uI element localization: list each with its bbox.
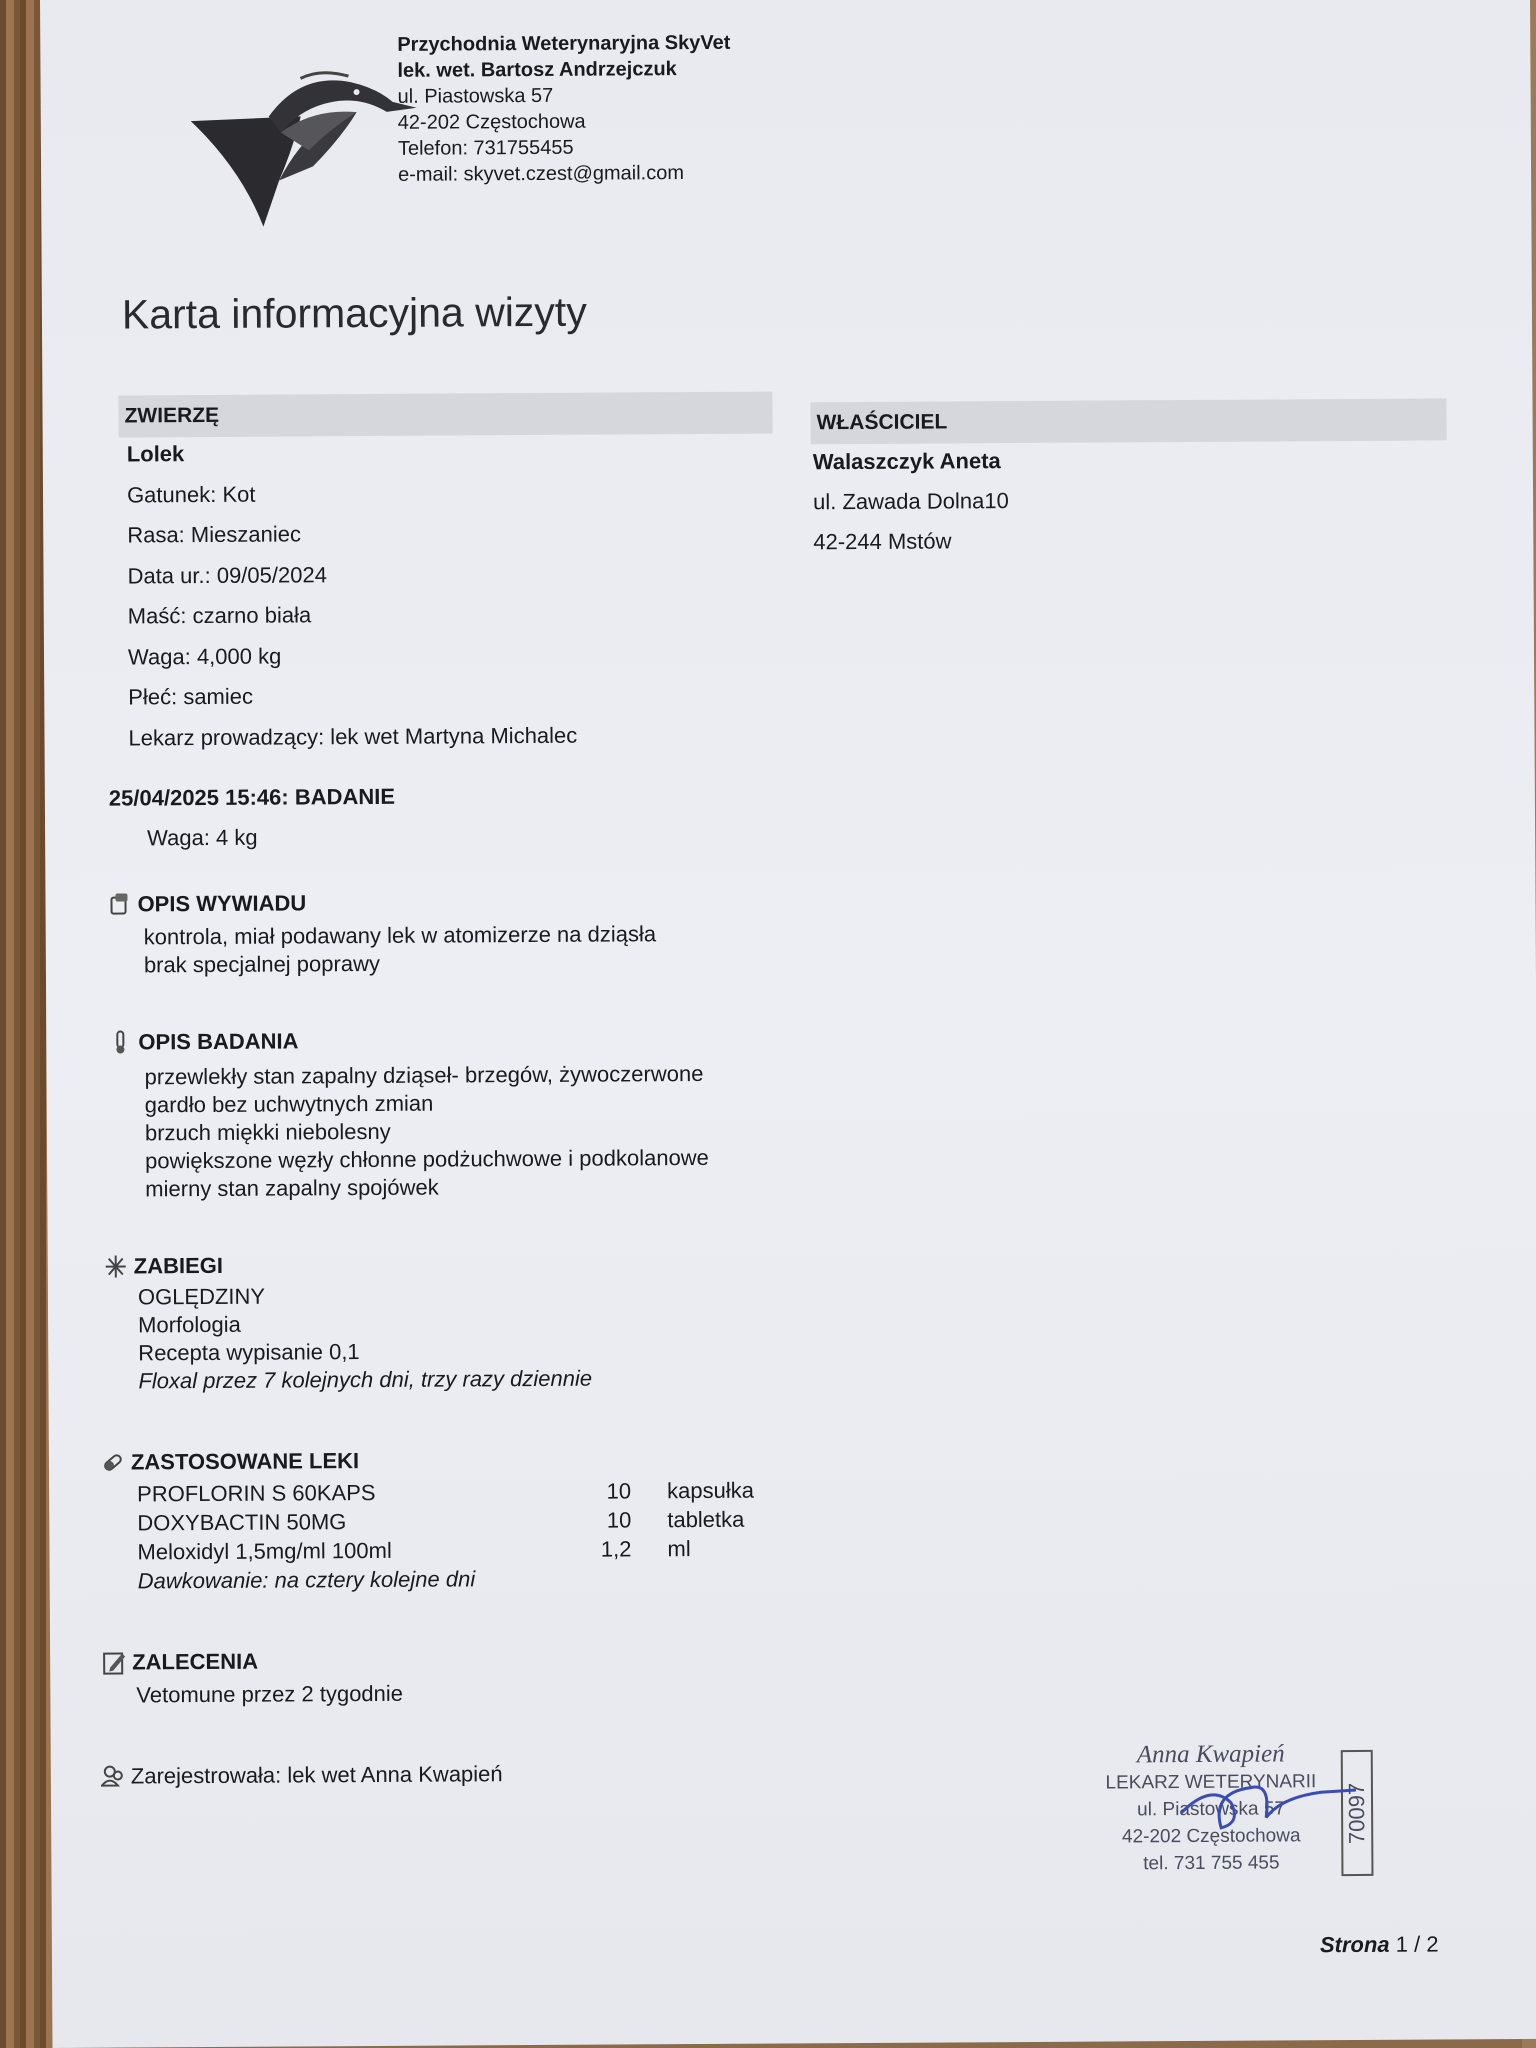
recommendations-title: ZALECENIA xyxy=(132,1648,259,1675)
clinic-city: 42-202 Częstochowa xyxy=(397,110,586,134)
clinic-street: ul. Piastowska 57 xyxy=(397,84,554,108)
owner-section-header: WŁAŚCICIEL xyxy=(810,398,1446,444)
interview-line: brak specjalnej poprawy xyxy=(143,950,380,978)
animal-details xyxy=(127,432,578,759)
med-name: DOXYBACTIN 50MG xyxy=(137,1509,347,1536)
med-unit: kapsułka xyxy=(667,1477,755,1504)
medications-table xyxy=(137,1476,755,1596)
visit-header: 25/04/2025 15:46: BADANIE xyxy=(108,783,396,811)
table-row xyxy=(137,1505,754,1538)
examination-section xyxy=(108,1026,709,1204)
procedure-note: Floxal przez 7 kolejnych dni, trzy razy dziennie xyxy=(138,1365,593,1394)
notes-icon xyxy=(107,891,131,917)
owner-name: Walaszczyk Aneta xyxy=(812,448,1001,475)
procedures-title: ZABIEGI xyxy=(133,1252,224,1279)
stamp-phone: tel. 731 755 455 xyxy=(1143,1852,1280,1875)
page-label: Strona xyxy=(1319,1931,1390,1958)
med-name: PROFLORIN S 60KAPS xyxy=(137,1479,376,1507)
table-row xyxy=(138,1563,755,1596)
clinic-email: e-mail: skyvet.czest@gmail.com xyxy=(398,162,685,186)
med-qty: 1,2 xyxy=(600,1536,632,1562)
med-qty: 10 xyxy=(606,1478,632,1504)
procedure-line: Morfologia xyxy=(138,1311,241,1338)
clinic-phone: Telefon: 731755455 xyxy=(397,136,574,160)
owner-street: ul. Zawada Dolna10 xyxy=(813,488,1009,515)
interview-section xyxy=(107,888,656,979)
animal-birth-date: Data ur.: 09/05/2024 xyxy=(127,561,327,588)
examination-title: OPIS BADANIA xyxy=(138,1028,299,1055)
pencil-edit-icon xyxy=(102,1650,126,1676)
registered-by-text: Zarejestrowała: lek wet Anna Kwapień xyxy=(130,1761,503,1789)
pill-icon xyxy=(101,1450,125,1476)
procedure-line: OGLĘDZINY xyxy=(137,1283,266,1310)
animal-breed: Rasa: Mieszaniec xyxy=(127,521,301,548)
stamp-city: 42-202 Częstochowa xyxy=(1121,1825,1301,1848)
owner-details xyxy=(813,441,1009,562)
registered-by xyxy=(101,1761,503,1789)
document-title: Karta informacyjna wizyty xyxy=(121,288,587,338)
interview-line: kontrola, miał podawany lek w atomizerze na dziąsła xyxy=(143,921,657,950)
examination-line: brzuch miękki niebolesny xyxy=(144,1118,391,1146)
document-page xyxy=(40,0,1536,2048)
examination-line: gardło bez uchwytnych zmian xyxy=(144,1090,434,1118)
table-row xyxy=(137,1476,754,1509)
stamp-signature-name: Anna Kwapień xyxy=(1136,1740,1285,1769)
clinic-name: Przychodnia Weterynaryjna SkyVet xyxy=(397,31,731,56)
med-name: Meloxidyl 1,5mg/ml 100ml xyxy=(137,1537,392,1565)
page-value: 1 / 2 xyxy=(1395,1931,1439,1957)
examination-line: powiększone węzły chłonne podżuchwowe i podkolanowe xyxy=(145,1144,709,1174)
recommendations-text: Vetomune przez 2 tygodnie xyxy=(136,1680,404,1708)
medications-note: Dawkowanie: na cztery kolejne dni xyxy=(137,1566,476,1594)
stamp-license-number: 70097 xyxy=(1341,1750,1374,1876)
medications-section xyxy=(101,1446,755,1596)
stamp-street: ul. Piastowska 57 xyxy=(1137,1798,1286,1821)
interview-title: OPIS WYWIADU xyxy=(137,890,307,917)
users-icon xyxy=(101,1764,125,1790)
med-unit: tabletka xyxy=(667,1506,745,1533)
clinic-doctor: lek. wet. Bartosz Andrzejczuk xyxy=(397,58,677,82)
procedure-line: Recepta wypisanie 0,1 xyxy=(138,1339,360,1366)
medications-title: ZASTOSOWANE LEKI xyxy=(130,1448,360,1475)
examination-line: przewlekły stan zapalny dziąseł- brzegów, żywoczerwone xyxy=(144,1060,704,1090)
stamp-title: LEKARZ WETERYNARII xyxy=(1105,1771,1317,1794)
examination-line: mierny stan zapalny spojówek xyxy=(145,1174,439,1202)
visit-weight: Waga: 4 kg xyxy=(147,824,258,851)
clinic-header xyxy=(397,30,731,188)
med-qty: 10 xyxy=(606,1507,632,1533)
thermometer-icon xyxy=(108,1029,132,1055)
med-unit: ml xyxy=(667,1536,691,1562)
clinic-logo-bird-icon xyxy=(180,68,421,249)
recommendations-section xyxy=(102,1648,403,1710)
attending-vet: Lekarz prowadzący: lek wet Martyna Michalec xyxy=(128,722,578,750)
animal-color: Maść: czarno biała xyxy=(127,602,312,629)
animal-weight: Waga: 4,000 kg xyxy=(127,643,282,669)
procedures-section xyxy=(104,1251,593,1396)
animal-name: Lolek xyxy=(126,441,185,467)
table-row xyxy=(137,1534,754,1567)
page-number xyxy=(1320,1931,1439,1958)
animal-section-header: ZWIERZĘ xyxy=(118,392,772,438)
handwritten-signature xyxy=(1171,1762,1361,1843)
animal-sex: Płeć: samiec xyxy=(128,683,254,710)
owner-city: 42-244 Mstów xyxy=(813,528,952,555)
snowflake-icon xyxy=(104,1253,128,1279)
animal-species: Gatunek: Kot xyxy=(126,481,256,507)
